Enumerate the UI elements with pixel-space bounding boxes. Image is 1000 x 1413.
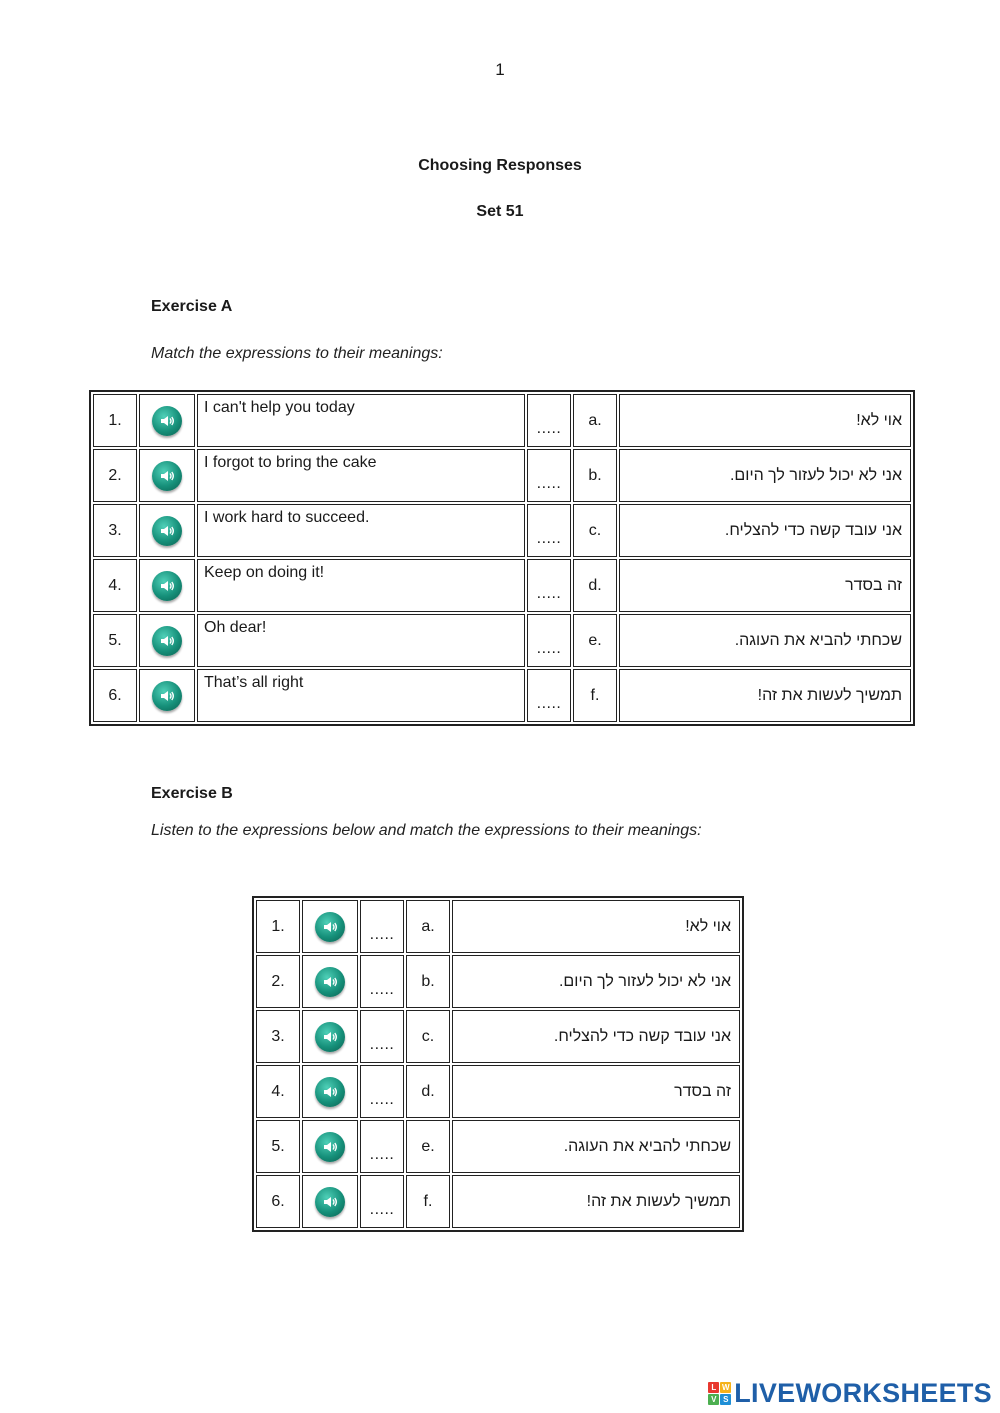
speaker-icon[interactable] [315, 1022, 345, 1052]
table-row [93, 559, 911, 612]
audio-cell [302, 955, 358, 1008]
row-number: 3. [256, 1010, 300, 1063]
hebrew-meaning: שכחתי להביא את העוגה. [619, 614, 911, 667]
table-row [93, 669, 911, 722]
row-number: 1. [256, 900, 300, 953]
row-number: 5. [256, 1120, 300, 1173]
audio-cell [302, 1010, 358, 1063]
set-number: Set 51 [476, 203, 524, 220]
english-expression: Keep on doing it! [197, 559, 525, 612]
table-row [93, 614, 911, 667]
speaker-icon[interactable] [315, 1077, 345, 1107]
row-number: 4. [93, 559, 137, 612]
english-expression: I forgot to bring the cake [197, 449, 525, 502]
row-number: 4. [256, 1065, 300, 1118]
audio-cell [302, 1175, 358, 1228]
speaker-icon[interactable] [152, 406, 182, 436]
hebrew-meaning: אני לא יכול לעזור לך היום. [452, 955, 740, 1008]
exercise-b-heading: Exercise B [151, 785, 233, 802]
speaker-icon[interactable] [152, 626, 182, 656]
row-number: 1. [93, 394, 137, 447]
logo-text: LIVEWORKSHEETS [734, 1378, 992, 1408]
option-letter: b. [573, 449, 617, 502]
option-letter: d. [406, 1065, 450, 1118]
table-row [256, 955, 740, 1008]
table-row [256, 1010, 740, 1063]
option-letter: e. [406, 1120, 450, 1173]
answer-blank[interactable]: ..... [360, 1010, 404, 1063]
row-number: 6. [93, 669, 137, 722]
speaker-icon[interactable] [315, 912, 345, 942]
audio-cell [302, 900, 358, 953]
row-number: 2. [256, 955, 300, 1008]
page-title: Choosing Responses [418, 157, 582, 174]
speaker-icon[interactable] [152, 681, 182, 711]
answer-blank[interactable]: ..... [527, 614, 571, 667]
hebrew-meaning: אני לא יכול לעזור לך היום. [619, 449, 911, 502]
logo-mark-tile: L [708, 1382, 719, 1393]
liveworksheets-logo[interactable] [708, 1378, 992, 1409]
logo-mark-tile: W [721, 1383, 730, 1392]
audio-cell [302, 1065, 358, 1118]
exercise-b-table [252, 896, 744, 1232]
option-letter: a. [406, 900, 450, 953]
answer-blank[interactable]: ..... [360, 900, 404, 953]
option-letter: c. [573, 504, 617, 557]
hebrew-meaning: זה בסדר [452, 1065, 740, 1118]
audio-cell [139, 504, 195, 557]
option-letter: a. [573, 394, 617, 447]
english-expression: That’s all right [197, 669, 525, 722]
answer-blank[interactable]: ..... [527, 504, 571, 557]
table-row [256, 1175, 740, 1228]
speaker-icon[interactable] [315, 1187, 345, 1217]
english-expression: I can't help you today [197, 394, 525, 447]
audio-cell [139, 394, 195, 447]
row-number: 2. [93, 449, 137, 502]
table-row [93, 449, 911, 502]
speaker-icon[interactable] [315, 1132, 345, 1162]
answer-blank[interactable]: ..... [360, 955, 404, 1008]
option-letter: b. [406, 955, 450, 1008]
speaker-icon[interactable] [152, 461, 182, 491]
logo-mark [708, 1382, 731, 1405]
exercise-b-instruction: Listen to the expressions below and match the expressions to their meanings: [151, 822, 702, 839]
answer-blank[interactable]: ..... [527, 394, 571, 447]
audio-cell [139, 559, 195, 612]
hebrew-meaning: אני עובד קשה כדי להצליח. [452, 1010, 740, 1063]
table-row [256, 1065, 740, 1118]
table-row [93, 504, 911, 557]
english-expression: Oh dear! [197, 614, 525, 667]
hebrew-meaning: תמשיך לעשות את זה! [619, 669, 911, 722]
option-letter: d. [573, 559, 617, 612]
exercise-a-table [89, 390, 915, 726]
table-row [256, 1120, 740, 1173]
option-letter: f. [573, 669, 617, 722]
row-number: 6. [256, 1175, 300, 1228]
answer-blank[interactable]: ..... [360, 1120, 404, 1173]
logo-mark-tile: V [708, 1394, 719, 1405]
table-row [93, 394, 911, 447]
answer-blank[interactable]: ..... [360, 1175, 404, 1228]
option-letter: c. [406, 1010, 450, 1063]
answer-blank[interactable]: ..... [527, 449, 571, 502]
option-letter: e. [573, 614, 617, 667]
logo-mark-tile: S [720, 1394, 731, 1405]
page-number: 1 [495, 60, 505, 79]
audio-cell [302, 1120, 358, 1173]
hebrew-meaning: אוי לא! [619, 394, 911, 447]
row-number: 3. [93, 504, 137, 557]
hebrew-meaning: אני עובד קשה כדי להצליח. [619, 504, 911, 557]
exercise-a-heading: Exercise A [151, 298, 233, 315]
speaker-icon[interactable] [152, 571, 182, 601]
row-number: 5. [93, 614, 137, 667]
hebrew-meaning: זה בסדר [619, 559, 911, 612]
answer-blank[interactable]: ..... [360, 1065, 404, 1118]
answer-blank[interactable]: ..... [527, 669, 571, 722]
hebrew-meaning: שכחתי להביא את העוגה. [452, 1120, 740, 1173]
exercise-a-instruction: Match the expressions to their meanings: [151, 345, 443, 362]
speaker-icon[interactable] [152, 516, 182, 546]
hebrew-meaning: אוי לא! [452, 900, 740, 953]
english-expression: I work hard to succeed. [197, 504, 525, 557]
audio-cell [139, 669, 195, 722]
answer-blank[interactable]: ..... [527, 559, 571, 612]
hebrew-meaning: תמשיך לעשות את זה! [452, 1175, 740, 1228]
audio-cell [139, 614, 195, 667]
audio-cell [139, 449, 195, 502]
speaker-icon[interactable] [315, 967, 345, 997]
table-row [256, 900, 740, 953]
option-letter: f. [406, 1175, 450, 1228]
